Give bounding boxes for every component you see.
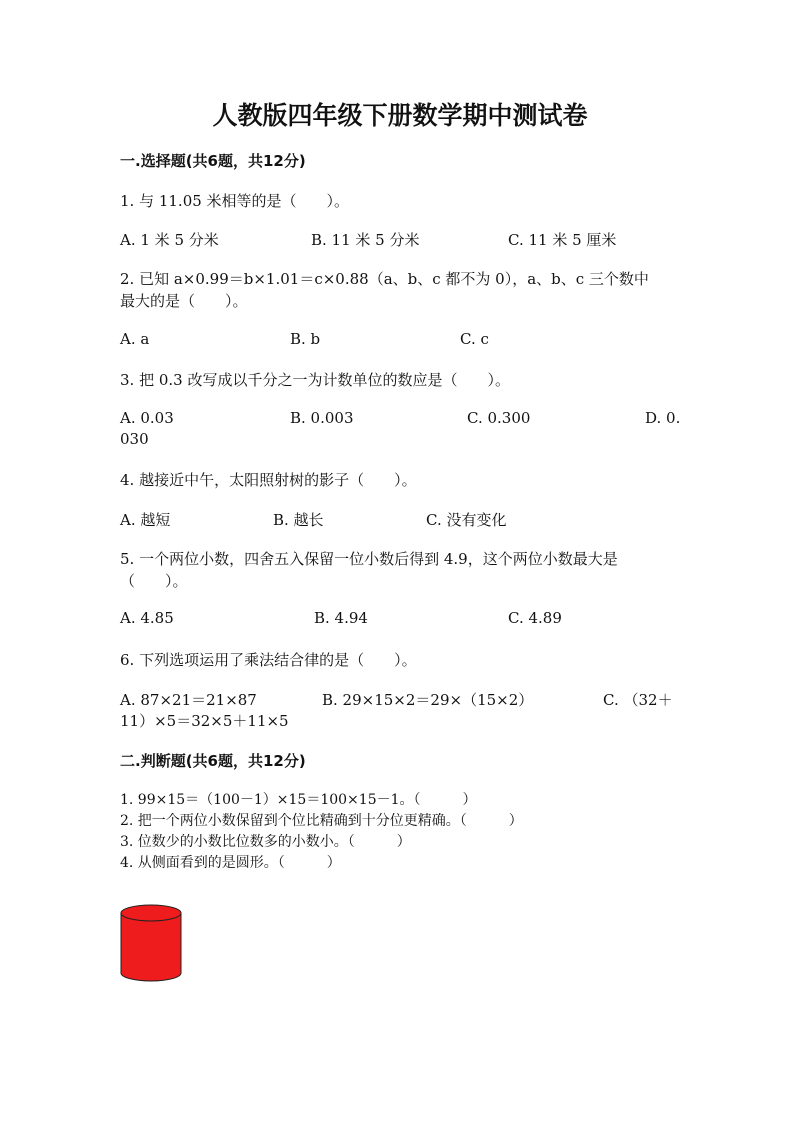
judge-item-1: 1. 99×15＝（100－1）×15＝100×15－1。（ ）: [120, 792, 477, 808]
q4-option-a: A. 越短: [120, 511, 171, 529]
q6-option-a: A. 87×21＝21×87: [120, 691, 257, 709]
q6-stem: 6. 下列选项运用了乘法结合律的是（ ）。: [120, 651, 417, 669]
page-title: 人教版四年级下册数学期中测试卷: [212, 101, 588, 130]
q6-option-c-continued: 11）×5＝32×5＋11×5: [120, 712, 289, 730]
q1-option-a: A. 1 米 5 分米: [120, 231, 219, 249]
q3-option-d: D. 0.: [645, 409, 681, 427]
cylinder-body: [121, 913, 181, 981]
red-cylinder-figure: [118, 902, 184, 984]
judge-item-2: 2. 把一个两位小数保留到个位比精确到十分位更精确。（ ）: [120, 813, 523, 829]
q2-stem-line2: 最大的是（ ）。: [120, 292, 248, 310]
q4-stem: 4. 越接近中午，太阳照射树的影子（ ）。: [120, 471, 417, 489]
q1-option-c: C. 11 米 5 厘米: [508, 231, 617, 249]
q3-option-d-continued: 030: [120, 430, 149, 448]
q3-option-c: C. 0.300: [467, 409, 531, 427]
cylinder-top: [121, 905, 181, 921]
q5-stem-line2: （ ）。: [120, 572, 188, 590]
q2-stem-line1: 2. 已知 a×0.99＝b×1.01＝c×0.88（a、b、c 都不为 0），a、b、c 三个数中: [120, 270, 649, 288]
q6-option-c: C. （32＋: [603, 691, 673, 709]
q6-option-b: B. 29×15×2＝29×（15×2）: [322, 691, 534, 709]
q3-stem: 3. 把 0.3 改写成以千分之一为计数单位的数应是（ ）。: [120, 371, 510, 389]
q2-option-a: A. a: [120, 330, 150, 348]
q2-option-b: B. b: [290, 330, 321, 348]
q5-option-a: A. 4.85: [120, 609, 174, 627]
q3-option-b: B. 0.003: [290, 409, 354, 427]
q1-option-b: B. 11 米 5 分米: [311, 231, 420, 249]
q5-option-b: B. 4.94: [314, 609, 368, 627]
q1-stem: 1. 与 11.05 米相等的是（ ）。: [120, 192, 350, 210]
judge-item-4: 4. 从侧面看到的是圆形。（ ）: [120, 855, 341, 871]
section-1-heading: 一.选择题(共6题，共12分): [120, 152, 306, 170]
q4-option-b: B. 越长: [273, 511, 324, 529]
section-2-heading: 二.判断题(共6题，共12分): [120, 752, 306, 770]
q3-option-a: A. 0.03: [120, 409, 174, 427]
judge-item-3: 3. 位数少的小数比位数多的小数小。（ ）: [120, 834, 411, 850]
q4-option-c: C. 没有变化: [426, 511, 507, 529]
q5-option-c: C. 4.89: [508, 609, 562, 627]
q5-stem-line1: 5. 一个两位小数，四舍五入保留一位小数后得到 4.9，这个两位小数最大是: [120, 550, 618, 568]
q2-option-c: C. c: [460, 330, 489, 348]
